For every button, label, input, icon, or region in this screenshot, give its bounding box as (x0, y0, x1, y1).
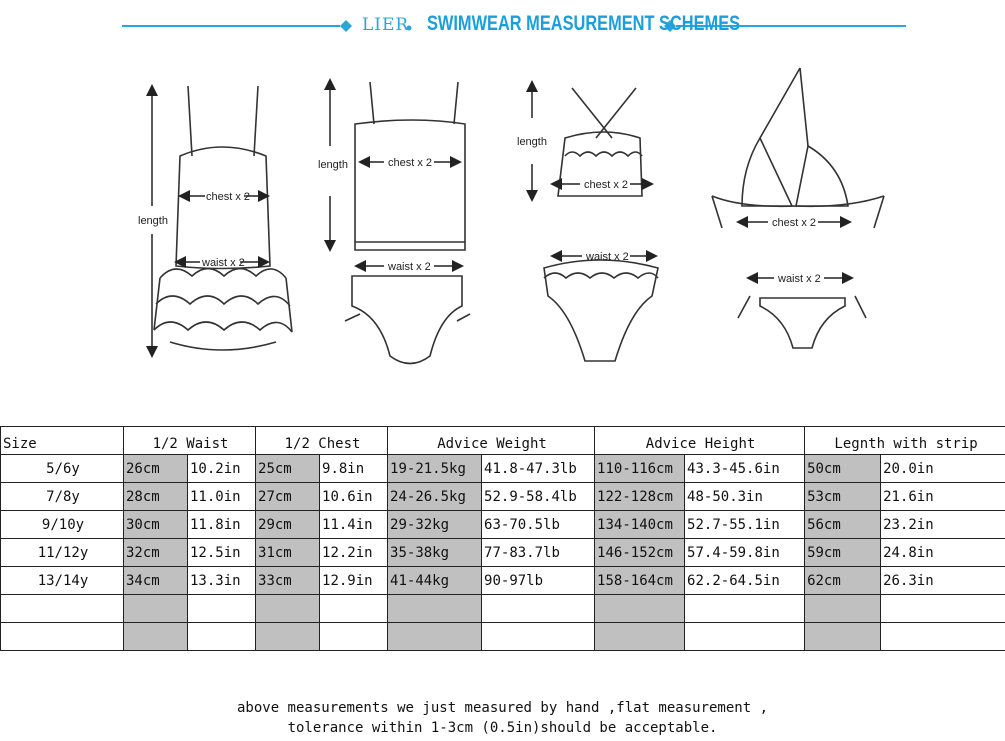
table-cell: 30cm (124, 511, 188, 539)
table-row (1, 483, 1005, 511)
table-cell: 11.0in (188, 483, 256, 511)
length-label: length (318, 159, 348, 171)
table-cell: 48-50.3in (685, 483, 805, 511)
table-cell (482, 595, 595, 623)
table-cell: 33cm (256, 567, 320, 595)
table-cell: 56cm (805, 511, 881, 539)
table-row (1, 455, 1005, 483)
brand-name: LIER (362, 15, 410, 35)
size-chart-table (0, 426, 1005, 651)
table-cell: 53cm (805, 483, 881, 511)
table-cell (685, 595, 805, 623)
table-cell: 63-70.5lb (482, 511, 595, 539)
table-cell (388, 623, 482, 651)
length-label: length (138, 215, 168, 227)
table-cell: 12.2in (320, 539, 388, 567)
size-cell: 11/12y (1, 539, 124, 567)
column-header: Advice Height (595, 427, 805, 455)
column-header: Advice Weight (388, 427, 595, 455)
table-cell: 52.9-58.4lb (482, 483, 595, 511)
table-cell: 62cm (805, 567, 881, 595)
column-header: 1/2 Waist (124, 427, 256, 455)
waist-label: waist x 2 (778, 273, 821, 285)
table-cell: 12.9in (320, 567, 388, 595)
table-cell: 13.3in (188, 567, 256, 595)
table-cell: 23.2in (881, 511, 1005, 539)
table-cell: 28cm (124, 483, 188, 511)
waist-label: waist x 2 (388, 261, 431, 273)
size-cell: 9/10y (1, 511, 124, 539)
table-cell: 20.0in (881, 455, 1005, 483)
table-cell (320, 595, 388, 623)
table-cell (595, 623, 685, 651)
table-cell (124, 623, 188, 651)
table-cell (805, 623, 881, 651)
table-row (1, 539, 1005, 567)
table-cell: 110-116cm (595, 455, 685, 483)
table-cell: 12.5in (188, 539, 256, 567)
table-cell: 26.3in (881, 567, 1005, 595)
table-cell: 27cm (256, 483, 320, 511)
table-cell: 122-128cm (595, 483, 685, 511)
table-cell (805, 595, 881, 623)
page-title: SWIMWEAR MEASUREMENT SCHEMES (427, 12, 741, 35)
chest-label: chest x 2 (206, 191, 251, 203)
table-cell (482, 623, 595, 651)
size-cell: 7/8y (1, 483, 124, 511)
table-cell (188, 623, 256, 651)
table-cell: 41.8-47.3lb (482, 455, 595, 483)
table-cell: 77-83.7lb (482, 539, 595, 567)
table-cell (388, 595, 482, 623)
column-header: Size (1, 427, 124, 455)
empty-table-row (1, 595, 1005, 623)
table-cell: 41-44kg (388, 567, 482, 595)
garment-diagrams (0, 56, 1005, 416)
tankini-diagram (345, 82, 470, 364)
table-cell: 11.4in (320, 511, 388, 539)
table-cell: 90-97lb (482, 567, 595, 595)
diamond-icon (340, 20, 352, 32)
table-cell: 57.4-59.8in (685, 539, 805, 567)
footnote-line-1: above measurements we just measured by hand ,flat measurement , (236, 700, 768, 716)
triangle-bikini-diagram (712, 68, 884, 348)
footnote-line-2: tolerance within 1-3cm (0.5in)should be acceptable. (287, 720, 718, 736)
table-cell: 146-152cm (595, 539, 685, 567)
table-cell: 11.8in (188, 511, 256, 539)
table-cell (320, 623, 388, 651)
table-cell: 21.6in (881, 483, 1005, 511)
table-cell (124, 595, 188, 623)
table-cell (188, 595, 256, 623)
table-cell: 10.2in (188, 455, 256, 483)
chest-label: chest x 2 (388, 157, 433, 169)
table-cell: 134-140cm (595, 511, 685, 539)
table-cell: 10.6in (320, 483, 388, 511)
chest-label: chest x 2 (584, 179, 629, 191)
ruffle-bikini-diagram (544, 88, 658, 361)
table-cell: 59cm (805, 539, 881, 567)
size-cell: 13/14y (1, 567, 124, 595)
table-cell: 24-26.5kg (388, 483, 482, 511)
table-header-row (1, 427, 1005, 455)
table-cell: 158-164cm (595, 567, 685, 595)
table-cell (685, 623, 805, 651)
table-cell: 31cm (256, 539, 320, 567)
column-header: Legnth with strip (805, 427, 1005, 455)
table-cell: 52.7-55.1in (685, 511, 805, 539)
table-cell: 24.8in (881, 539, 1005, 567)
table-cell: 29-32kg (388, 511, 482, 539)
table-cell (881, 623, 1005, 651)
table-cell: 34cm (124, 567, 188, 595)
header (0, 0, 1005, 56)
length-label: length (517, 136, 547, 148)
table-cell (1, 623, 124, 651)
size-cell: 5/6y (1, 455, 124, 483)
waist-label: waist x 2 (202, 257, 245, 269)
empty-table-row (1, 623, 1005, 651)
table-row (1, 511, 1005, 539)
table-cell: 35-38kg (388, 539, 482, 567)
table-cell: 25cm (256, 455, 320, 483)
table-cell: 43.3-45.6in (685, 455, 805, 483)
table-cell: 50cm (805, 455, 881, 483)
measurement-illustrations (0, 56, 1005, 416)
column-header: 1/2 Chest (256, 427, 388, 455)
table-row (1, 567, 1005, 595)
one-piece-diagram (154, 86, 292, 350)
table-cell: 9.8in (320, 455, 388, 483)
table-cell (595, 595, 685, 623)
table-cell (881, 595, 1005, 623)
table-cell (256, 623, 320, 651)
table-cell: 62.2-64.5in (685, 567, 805, 595)
table-cell: 32cm (124, 539, 188, 567)
table-cell: 19-21.5kg (388, 455, 482, 483)
table-cell (1, 595, 124, 623)
table-cell: 26cm (124, 455, 188, 483)
table-cell: 29cm (256, 511, 320, 539)
chest-label: chest x 2 (772, 217, 817, 229)
table-cell (256, 595, 320, 623)
waist-label: waist x 2 (586, 251, 629, 263)
